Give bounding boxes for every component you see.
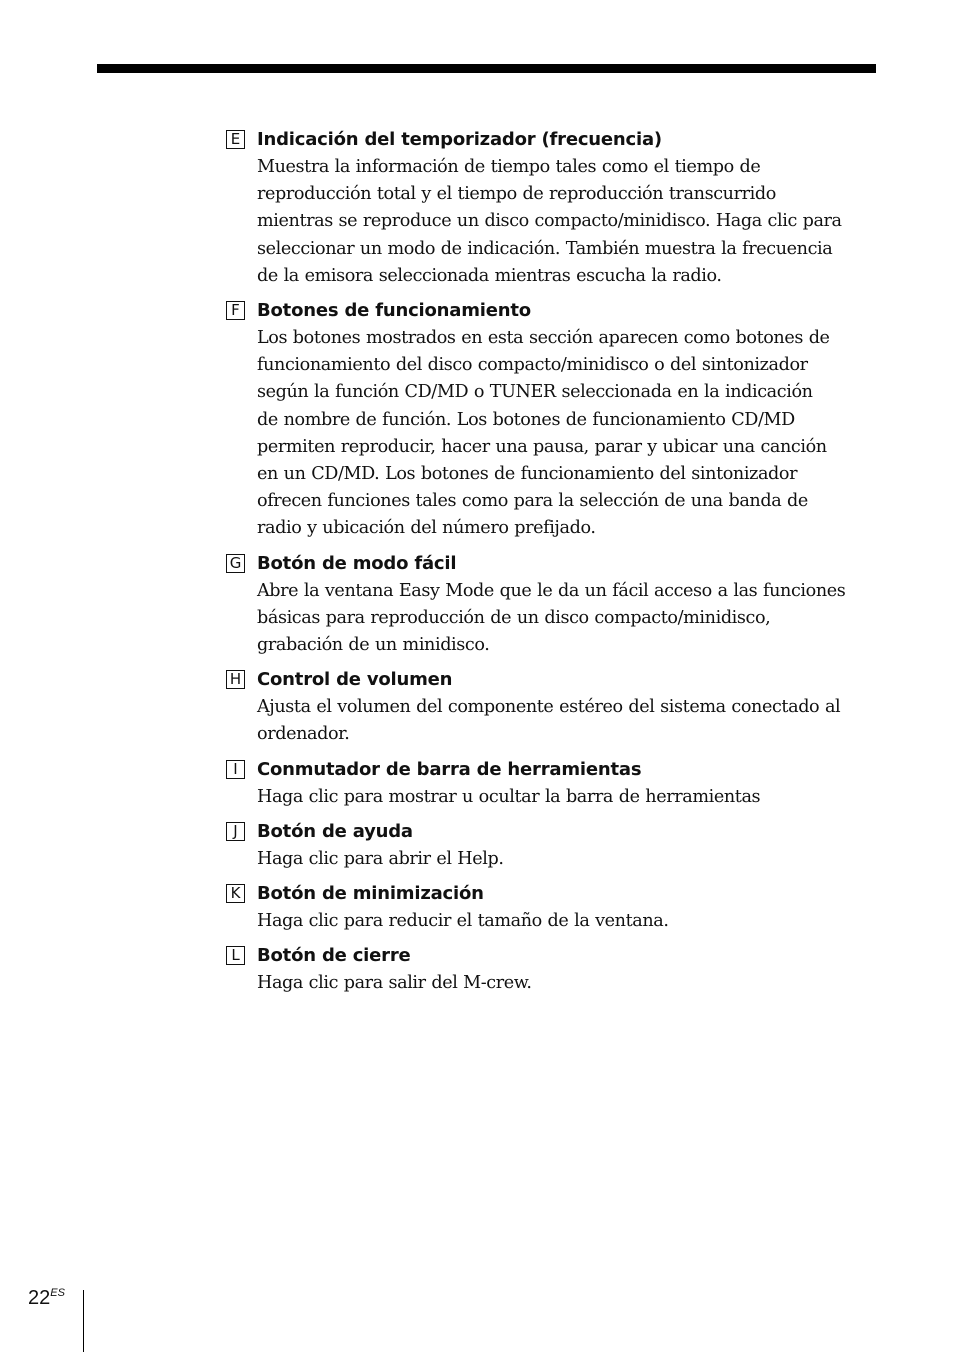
letter-label: G — [226, 554, 245, 573]
letter-label: L — [226, 946, 245, 965]
description-line: radio y ubicación del número prefijado. — [257, 518, 596, 539]
description-line: de nombre de función. Los botones de funcionamiento CD/MD — [257, 409, 795, 430]
entry-description — [257, 325, 886, 543]
entry-title: Botón de ayuda — [257, 820, 413, 842]
side-rule — [83, 1290, 84, 1352]
page-number — [28, 1287, 65, 1310]
description-line: permiten reproducir, hacer una pausa, parar y ubicar una canción — [257, 436, 827, 457]
entry-toolbar-switch — [226, 756, 886, 811]
entry-help-button — [226, 818, 886, 873]
entry-list — [226, 126, 886, 1004]
entry-description — [257, 970, 886, 997]
description-line: en un CD/MD. Los botones de funcionamiento del sintonizador — [257, 464, 798, 485]
description-line: ordenador. — [257, 724, 350, 745]
description-line: Haga clic para reducir el tamaño de la ventana. — [257, 911, 669, 932]
entry-close-button — [226, 942, 886, 997]
description-line: Haga clic para mostrar u ocultar la barra de herramientas — [257, 786, 761, 807]
description-line: Los botones mostrados en esta sección aparecen como botones de — [257, 328, 830, 349]
entry-title: Botón de modo fácil — [257, 552, 457, 574]
entry-description — [257, 784, 886, 811]
description-line: seleccionar un modo de indicación. También muestra la frecuencia — [257, 238, 833, 259]
description-line: Haga clic para abrir el Help. — [257, 848, 504, 869]
description-line: de la emisora seleccionada mientras escucha la radio. — [257, 265, 722, 286]
entry-title: Botón de cierre — [257, 945, 411, 967]
entry-easy-mode-button — [226, 550, 886, 660]
description-line: reproducción total y el tiempo de reproducción transcurrido — [257, 184, 776, 205]
description-line: Muestra la información de tiempo tales como el tiempo de — [257, 157, 761, 177]
entry-description — [257, 578, 886, 660]
entry-operation-buttons — [226, 297, 886, 543]
description-line: Abre la ventana Easy Mode que le da un fácil acceso a las funciones — [257, 580, 846, 601]
description-line: grabación de un minidisco. — [257, 635, 490, 656]
entry-title: Botón de minimización — [257, 883, 484, 905]
letter-label: F — [226, 301, 245, 320]
letter-label: J — [226, 822, 245, 841]
page-language-suffix: ES — [50, 1287, 65, 1299]
description-line: básicas para reproducción de un disco compacto/minidisco, — [257, 607, 771, 628]
description-line: Haga clic para salir del M-crew. — [257, 973, 532, 994]
description-line: Ajusta el volumen del componente estéreo del sistema conectado al — [257, 697, 841, 718]
description-line: ofrecen funciones tales como para la selección de una banda de — [257, 491, 808, 512]
entry-description — [257, 846, 886, 873]
letter-label: K — [226, 884, 245, 903]
description-line: según la función CD/MD o TUNER seleccionada en la indicación — [257, 382, 813, 403]
entry-title: Conmutador de barra de herramientas — [257, 758, 642, 780]
entry-title: Control de volumen — [257, 669, 453, 691]
entry-description — [257, 908, 886, 935]
letter-label: I — [226, 760, 245, 779]
page-number-value: 22 — [28, 1287, 51, 1309]
letter-label: H — [226, 670, 245, 689]
top-rule — [97, 64, 876, 73]
entry-volume-control — [226, 666, 886, 748]
entry-title: Botones de funcionamiento — [257, 300, 531, 322]
entry-description — [257, 154, 886, 290]
description-line: mientras se reproduce un disco compacto/minidisco. Haga clic para — [257, 211, 842, 232]
description-line: funcionamiento del disco compacto/minidisco o del sintonizador — [257, 355, 808, 376]
entry-timer-indication — [226, 126, 886, 290]
letter-label: E — [226, 130, 245, 149]
entry-title: Indicación del temporizador (frecuencia) — [257, 129, 662, 150]
entry-description — [257, 694, 886, 748]
entry-minimize-button — [226, 880, 886, 935]
